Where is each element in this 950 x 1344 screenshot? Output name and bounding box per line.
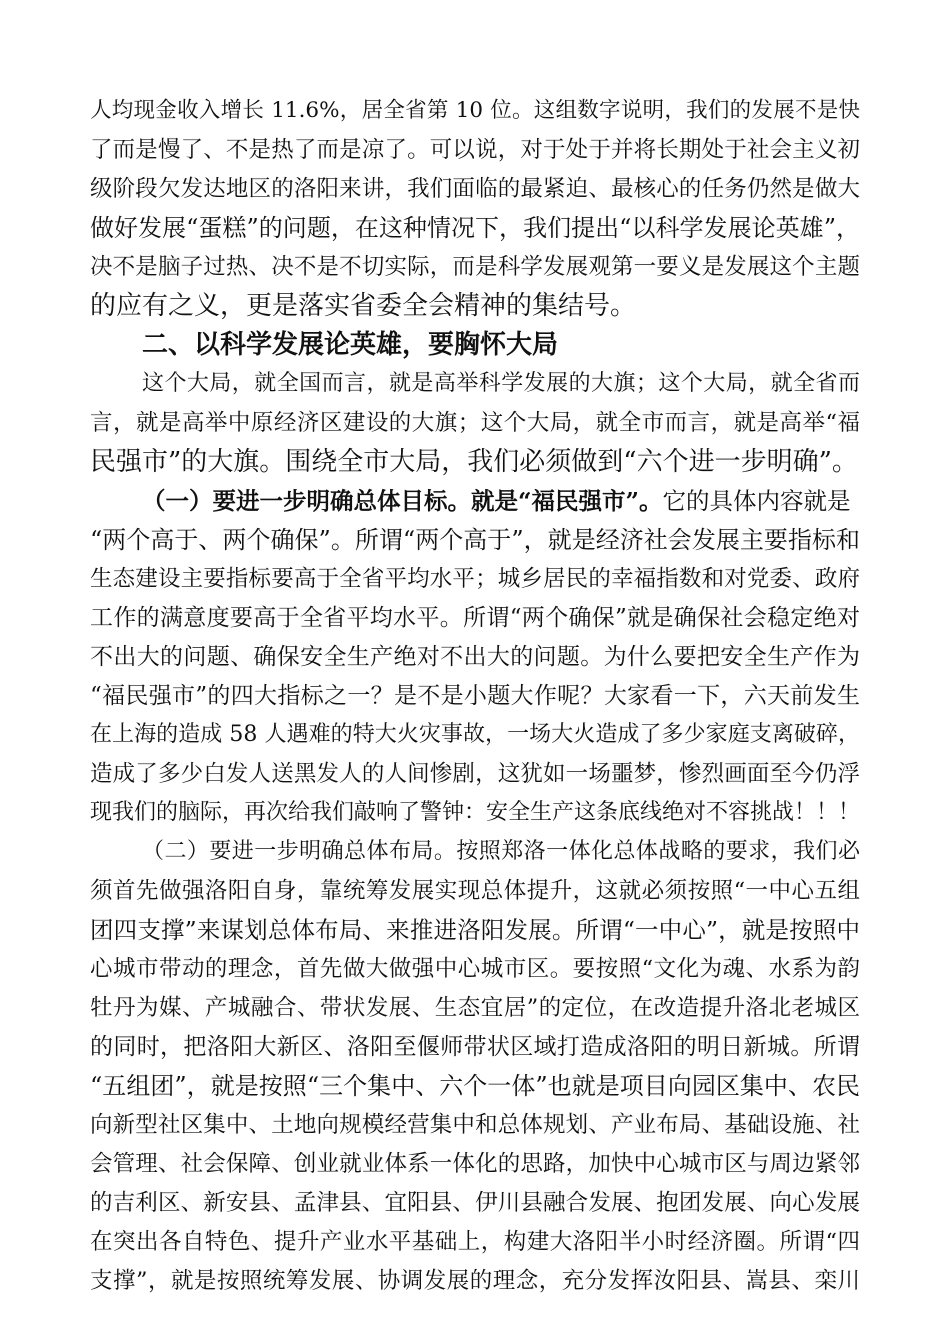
paragraph-line: 不出大的问题、确保安全生产绝对不出大的问题。为什么要把安全生产作为 <box>90 644 860 670</box>
item-two-first-line: （二）要进一步明确总体布局。按照郑洛一体化总体战略的要求，我们必 <box>142 839 860 864</box>
paragraph-line: 决不是脑子过热、决不是不切实际，而是科学发展观第一要义是发展这个主题 <box>90 254 860 280</box>
paragraph-line: 的吉利区、新安县、孟津县、宜阳县、伊川县融合发展、抱团发展、向心发展 <box>90 1190 860 1216</box>
paragraph-line: 人均现金收入增长 11.6%，居全省第 10 位。这组数字说明，我们的发展不是快 <box>90 98 860 123</box>
paragraph-line: 的同时，把洛阳大新区、洛阳至偃师带状区域打造成洛阳的明日新城。所谓 <box>90 1034 860 1060</box>
paragraph-line: 级阶段欠发达地区的洛阳来讲，我们面临的最紧迫、最核心的任务仍然是做大 <box>90 176 860 202</box>
paragraph-line: 做好发展“蛋糕”的问题，在这种情况下，我们提出“以科学发展论英雄”， <box>90 214 860 242</box>
paragraph-line: “福民强市”的四大指标之一？是不是小题大作呢？大家看一下，六天前发生 <box>90 683 860 709</box>
paragraph-line: 会管理、社会保障、创业就业体系一体化的思路，加快中心城市区与周边紧邻 <box>90 1151 860 1177</box>
item-one-first-line <box>142 482 860 520</box>
paragraph-line: 这个大局，就全国而言，就是高举科学发展的大旗；这个大局，就全省而 <box>142 371 860 396</box>
paragraph-line: 支撑”，就是按照统筹发展、协调发展的理念，充分发挥汝阳县、嵩县、栾川 <box>90 1268 860 1294</box>
paragraph-line: 在上海的造成 58 人遇难的特大火灾事故，一场大火造成了多少家庭支离破碎， <box>90 722 860 747</box>
paragraph-line: “五组团”，就是按照“三个集中、六个一体”也就是项目向园区集中、农民 <box>90 1072 860 1100</box>
paragraph-line: 现我们的脑际，再次给我们敲响了警钟：安全生产这条底线绝对不容挑战！！！ <box>90 800 860 825</box>
item-one-rest: 它的具体内容就是 <box>662 487 851 515</box>
paragraph-line: “两个高于、两个确保”。所谓“两个高于”，就是经济社会发展主要指标和 <box>90 526 860 554</box>
paragraph-line: 言，就是高举中原经济区建设的大旗；这个大局，就全市而言，就是高举“福 <box>90 410 860 436</box>
paragraph-line: 工作的满意度要高于全省平均水平。所谓“两个确保”就是确保社会稳定绝对 <box>90 605 860 631</box>
paragraph-line: 生态建设主要指标要高于全省平均水平；城乡居民的幸福指数和对党委、政府 <box>90 566 860 592</box>
paragraph-line: 了而是慢了、不是热了而是凉了。可以说，对于处于并将长期处于社会主义初 <box>90 137 860 163</box>
paragraph-line: 须首先做强洛阳自身，靠统筹发展实现总体提升，这就必须按照“一中心五组 <box>90 878 860 904</box>
section-heading: 二、以科学发展论英雄，要胸怀大局 <box>142 330 559 360</box>
paragraph-line: 在突出各自特色、提升产业水平基础上，构建大洛阳半小时经济圈。所谓“四 <box>90 1229 860 1255</box>
paragraph-line: 牡丹为媒、产城融合、带状发展、生态宜居”的定位，在改造提升洛北老城区 <box>90 995 860 1021</box>
paragraph-line: 民强市”的大旗。围绕全市大局，我们必须做到“六个进一步明确”。 <box>90 447 858 477</box>
paragraph-line: 向新型社区集中、土地向规模经营集中和总体规划、产业布局、基础设施、社 <box>90 1112 860 1138</box>
paragraph-line: 心城市带动的理念，首先做大做强中心城市区。要按照“文化为魂、水系为韵 <box>90 956 860 982</box>
paragraph-line: 团四支撑”来谋划总体布局、来推进洛阳发展。所谓“一中心”，就是按照中 <box>90 916 860 944</box>
paragraph-line: 造成了多少白发人送黑发人的人间惨剧，这犹如一场噩梦，惨烈画面至今仍浮 <box>90 761 860 787</box>
paragraph-line: 的应有之义，更是落实省委全会精神的集结号。 <box>90 291 637 321</box>
item-one-title: （一）要进一步明确总体目标。就是“福民强市”。 <box>142 487 663 515</box>
